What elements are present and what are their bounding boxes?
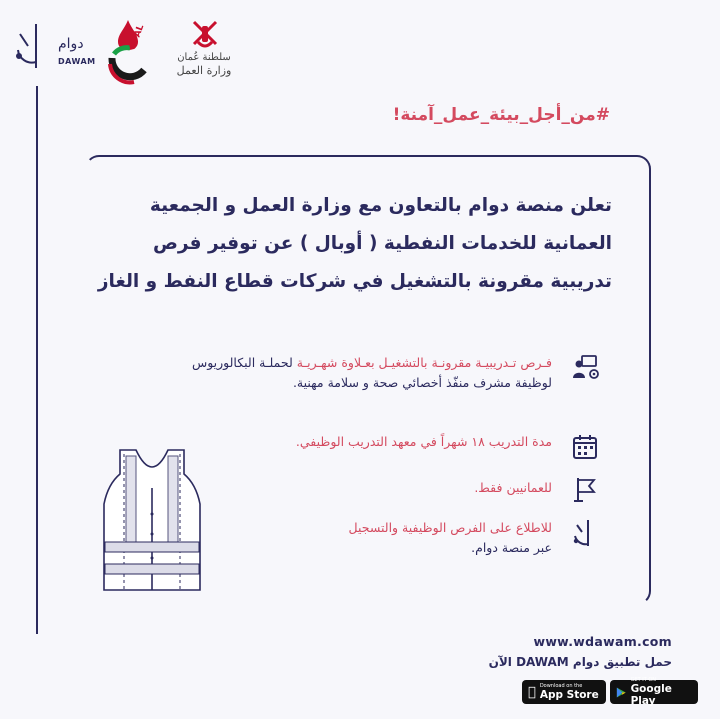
gplay-big-text: Google Play — [630, 683, 672, 707]
left-decor-line — [36, 86, 38, 634]
item-register — [172, 518, 552, 558]
hashtag-title: #من_أجل_بيئة_عمل_آمنة! — [392, 105, 610, 125]
flag-icon — [570, 474, 600, 504]
safety-vest-illustration — [96, 444, 208, 594]
item-duration — [172, 432, 552, 452]
ministry-line2: وزارة العمل — [176, 64, 232, 77]
item-register-detail: عبر منصة دوام. — [471, 540, 552, 555]
appstore-small-text: Download on the — [532, 683, 575, 689]
dawam-icon — [570, 518, 600, 548]
google-play-icon — [616, 686, 627, 699]
dawam-logo-arabic: دوام — [58, 36, 84, 52]
ministry-line1: سلطنة عُمان — [177, 52, 231, 63]
gplay-small-text: GET IT ON — [630, 677, 657, 683]
website-link[interactable]: www.wdawam.com — [533, 634, 672, 649]
training-icon — [570, 352, 600, 382]
item-register-highlight: للاطلاع على الفرص الوظيفية والتسجيل — [348, 520, 552, 535]
dawam-logo — [12, 20, 102, 80]
item-eligibility-text: للعمانيين فقط. — [474, 480, 552, 495]
announcement-headline: تعلن منصة دوام بالتعاون مع وزارة العمل و الجمعية العمانية للخدمات النفطية ( أوبال ) عن توفير فرص تدريبية مقرونة بالتشغيل في شركات قطاع النفط و الغاز — [97, 195, 612, 292]
dawam-logo-english: DAWAM — [58, 57, 96, 66]
oman-emblem-icon — [188, 16, 222, 50]
item-duration-text: مدة التدريب ١٨ شهراً في معهد التدريب الوظيفي. — [295, 434, 552, 449]
item-eligibility — [172, 478, 552, 498]
google-play-badge[interactable] — [610, 677, 698, 707]
calendar-icon — [570, 432, 600, 462]
apple-icon — [528, 686, 536, 699]
appstore-big-text: App Store — [532, 689, 591, 701]
opal-logo-text: OPAL — [128, 23, 147, 52]
item-training-detail: لحملـة البكالوريوس لوظيفة مشرف منفّذ أخصائي صحة و سلامة مهنية. — [191, 355, 552, 390]
card-gap — [80, 190, 92, 610]
ministry-of-labour-logo — [172, 14, 236, 86]
dawam-mark-icon — [12, 20, 52, 72]
item-training-highlight: فـرص تـدريبيـة مقرونـة بالتشغيـل بعـلاوة شهـريـة — [292, 355, 552, 370]
app-store-badge[interactable] — [522, 680, 606, 704]
download-cta: حمل تطبيق دوام DAWAM الآن — [488, 655, 672, 669]
item-training — [172, 353, 552, 393]
